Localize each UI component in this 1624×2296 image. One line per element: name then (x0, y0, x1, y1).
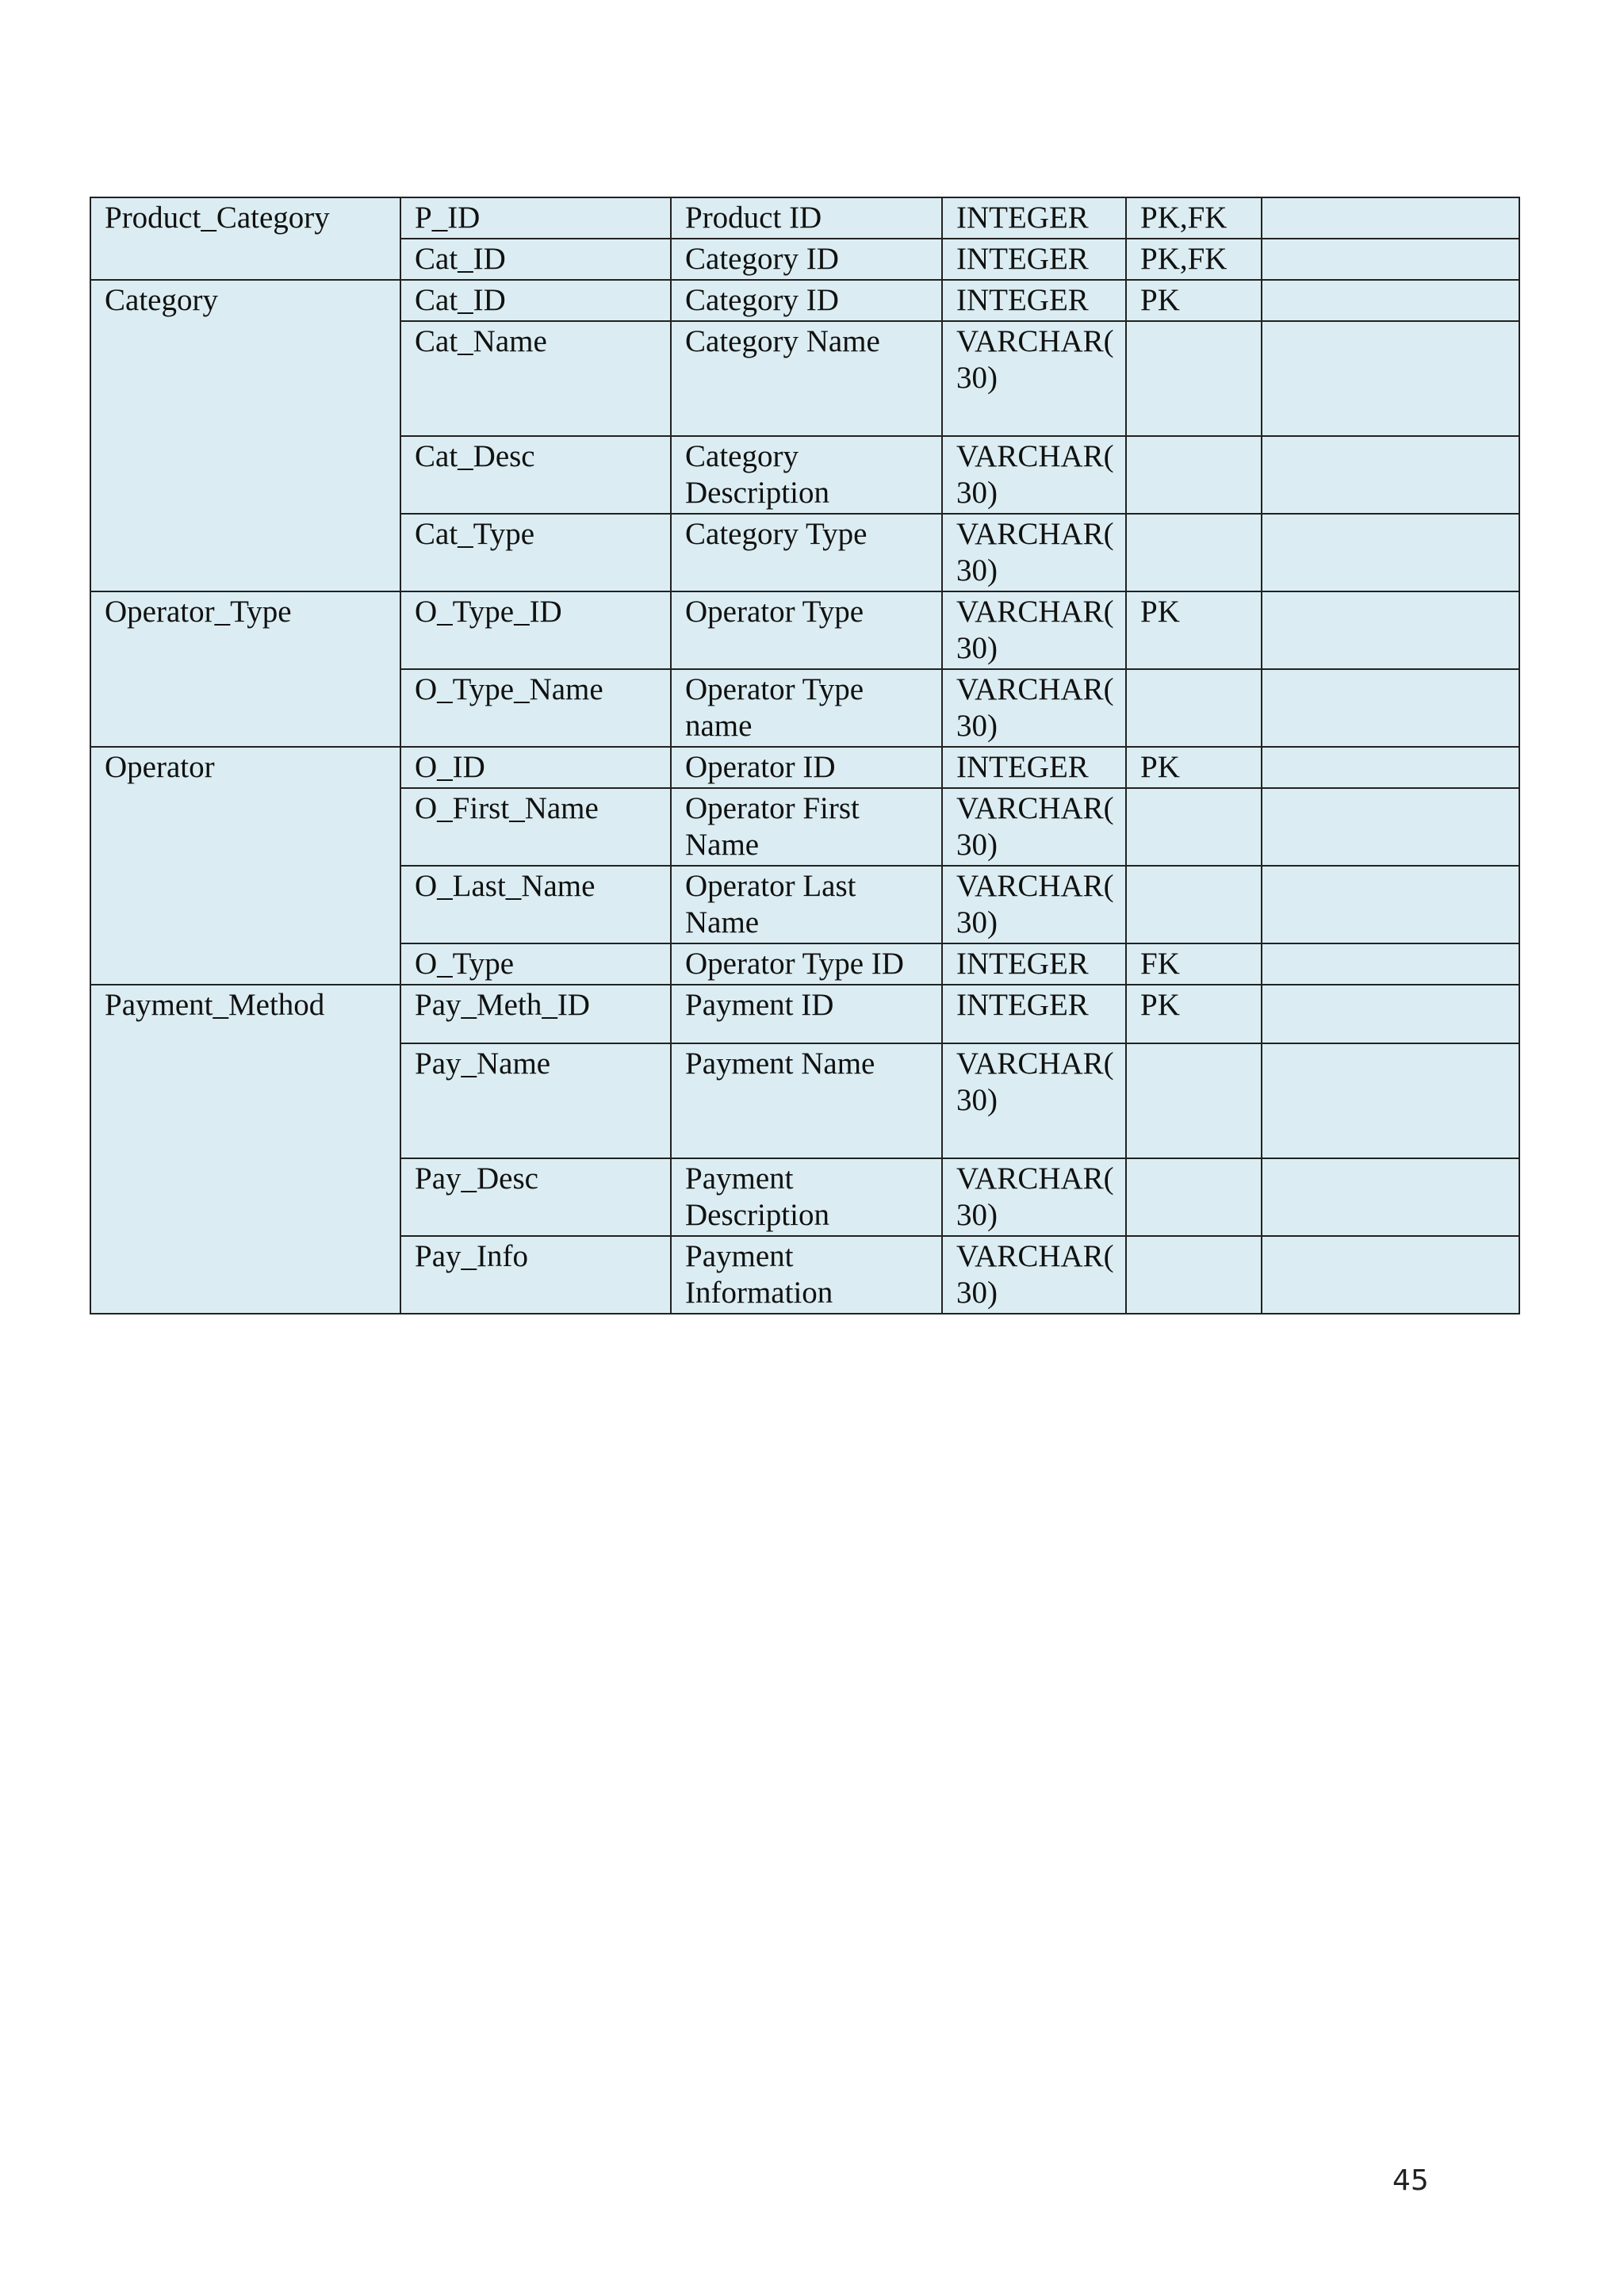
field-description-cell: Operator ID (671, 747, 942, 788)
data-type-cell: VARCHAR(30) (942, 1236, 1126, 1314)
key-cell (1126, 1043, 1262, 1158)
data-type-cell: INTEGER (942, 280, 1126, 321)
field-name-cell: Cat_Name (400, 321, 671, 436)
key-cell (1126, 866, 1262, 943)
field-name-cell: O_Type_ID (400, 591, 671, 669)
table-row (90, 280, 1519, 321)
data-type-cell: VARCHAR(30) (942, 514, 1126, 591)
table-row (90, 985, 1519, 1043)
key-cell (1126, 788, 1262, 866)
key-cell: PK (1126, 591, 1262, 669)
note-cell (1262, 514, 1519, 591)
data-type-cell: VARCHAR(30) (942, 321, 1126, 436)
data-type-cell: VARCHAR(30) (942, 1043, 1126, 1158)
data-type-cell: VARCHAR(30) (942, 669, 1126, 747)
key-cell (1126, 1236, 1262, 1314)
field-description-cell: Payment Description (671, 1158, 942, 1236)
data-type-cell: VARCHAR(30) (942, 788, 1126, 866)
field-name-cell: O_First_Name (400, 788, 671, 866)
data-type-cell: INTEGER (942, 747, 1126, 788)
field-description-cell: Payment ID (671, 985, 942, 1043)
field-description-cell: Category ID (671, 280, 942, 321)
key-cell (1126, 1158, 1262, 1236)
table-name-cell: Product_Category (90, 197, 400, 280)
field-description-cell: Category Description (671, 436, 942, 514)
data-type-cell: VARCHAR(30) (942, 591, 1126, 669)
schema-table (90, 197, 1520, 1314)
field-name-cell: Pay_Desc (400, 1158, 671, 1236)
note-cell (1262, 985, 1519, 1043)
table-name-cell: Category (90, 280, 400, 591)
table-name-cell: Operator (90, 747, 400, 985)
field-description-cell: Category Name (671, 321, 942, 436)
data-type-cell: VARCHAR(30) (942, 866, 1126, 943)
note-cell (1262, 747, 1519, 788)
field-name-cell: Pay_Name (400, 1043, 671, 1158)
table-row (90, 591, 1519, 669)
table-name-cell: Operator_Type (90, 591, 400, 747)
field-description-cell: Product ID (671, 197, 942, 239)
field-name-cell: Cat_Type (400, 514, 671, 591)
field-description-cell: Category ID (671, 239, 942, 280)
key-cell (1126, 514, 1262, 591)
field-name-cell: O_Last_Name (400, 866, 671, 943)
key-cell: PK (1126, 985, 1262, 1043)
table-name-cell: Payment_Method (90, 985, 400, 1314)
key-cell (1126, 669, 1262, 747)
field-description-cell: Operator Last Name (671, 866, 942, 943)
note-cell (1262, 1236, 1519, 1314)
note-cell (1262, 436, 1519, 514)
data-type-cell: INTEGER (942, 943, 1126, 985)
note-cell (1262, 943, 1519, 985)
field-name-cell: O_Type_Name (400, 669, 671, 747)
key-cell: PK,FK (1126, 197, 1262, 239)
table-row (90, 747, 1519, 788)
field-name-cell: Pay_Info (400, 1236, 671, 1314)
note-cell (1262, 239, 1519, 280)
table-row (90, 197, 1519, 239)
data-type-cell: VARCHAR(30) (942, 436, 1126, 514)
note-cell (1262, 669, 1519, 747)
note-cell (1262, 197, 1519, 239)
page-number: 45 (1392, 2164, 1429, 2197)
field-description-cell: Operator Type (671, 591, 942, 669)
field-name-cell: Cat_ID (400, 239, 671, 280)
field-name-cell: P_ID (400, 197, 671, 239)
key-cell: PK,FK (1126, 239, 1262, 280)
field-description-cell: Operator Type ID (671, 943, 942, 985)
key-cell: PK (1126, 747, 1262, 788)
data-type-cell: INTEGER (942, 197, 1126, 239)
field-name-cell: O_ID (400, 747, 671, 788)
note-cell (1262, 866, 1519, 943)
data-type-cell: INTEGER (942, 239, 1126, 280)
key-cell: FK (1126, 943, 1262, 985)
field-description-cell: Payment Name (671, 1043, 942, 1158)
field-description-cell: Category Type (671, 514, 942, 591)
key-cell: PK (1126, 280, 1262, 321)
field-description-cell: Payment Information (671, 1236, 942, 1314)
field-name-cell: Pay_Meth_ID (400, 985, 671, 1043)
key-cell (1126, 436, 1262, 514)
note-cell (1262, 1043, 1519, 1158)
note-cell (1262, 321, 1519, 436)
key-cell (1126, 321, 1262, 436)
data-type-cell: VARCHAR(30) (942, 1158, 1126, 1236)
data-type-cell: INTEGER (942, 985, 1126, 1043)
note-cell (1262, 280, 1519, 321)
field-name-cell: O_Type (400, 943, 671, 985)
field-name-cell: Cat_Desc (400, 436, 671, 514)
field-description-cell: Operator Type name (671, 669, 942, 747)
note-cell (1262, 1158, 1519, 1236)
note-cell (1262, 788, 1519, 866)
note-cell (1262, 591, 1519, 669)
field-description-cell: Operator First Name (671, 788, 942, 866)
field-name-cell: Cat_ID (400, 280, 671, 321)
